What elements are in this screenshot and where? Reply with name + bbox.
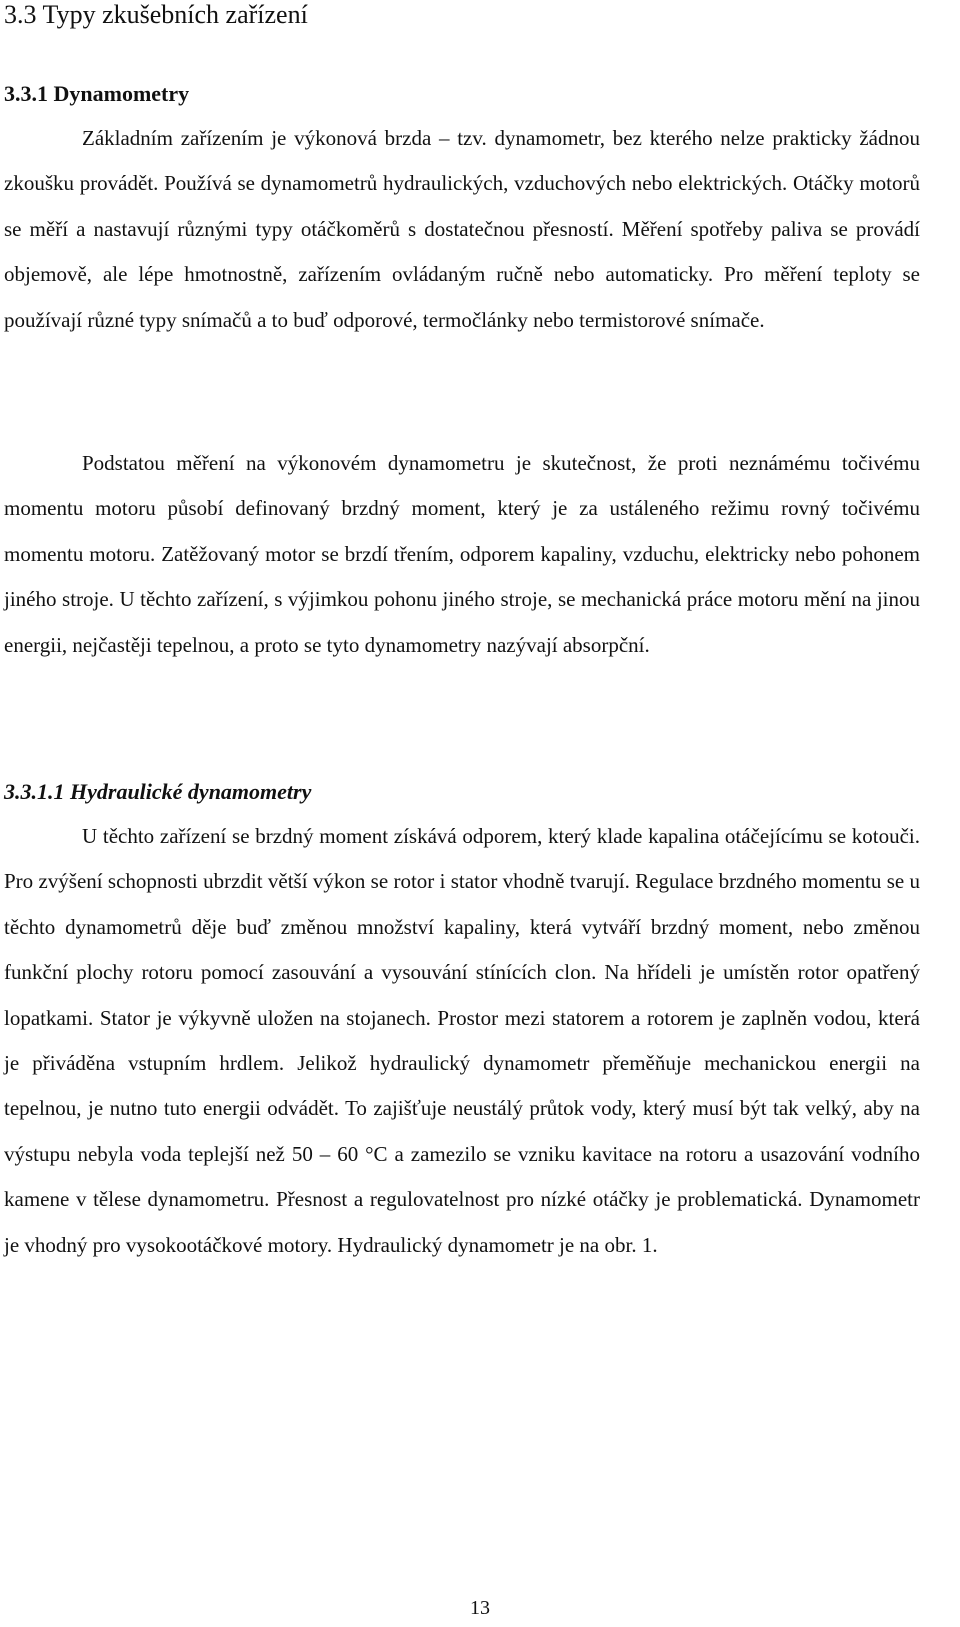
- page-number: 13: [470, 1597, 490, 1619]
- section-heading: 3.3 Typy zkušebních zařízení: [4, 0, 308, 29]
- paragraph-hydraulic-dynamometers: U těchto zařízení se brzdný moment získává odporem, který klade kapalina otáčejícímu se kotouči. Pro zvýšení schopnosti ubrzdit větší výkon se rotor i stator vhodně tvarují. Regulace brzdného momentu se u těchto dynamometrů děje buď změnou množství kapaliny, která vytváří brzdný moment, nebo změnou funkční plochy rotoru pomocí zasouvání a vysouvání stínících clon. Na hřídeli je umístěn rotor opatřený lopatkami. Stator je výkyvně uložen na stojanech. Prostor mezi statorem a rotorem je zaplněn vodou, která je přiváděna vstupním hrdlem. Jelikož hydraulický dynamometr přeměňuje mechanickou energii na tepelnou, je nutno tuto energii odvádět. To zajišťuje neustálý průtok vody, který musí být tak velký, aby na výstupu nebyla voda teplejší než 50 – 60 °C a zamezilo se vzniku kavitace na rotoru a usazování vodního kamene v tělese dynamometru. Přesnost a regulovatelnost pro nízké otáčky je problematická. Dynamometr je vhodný pro vysokootáčkové motory. Hydraulický dynamometr je na obr. 1.: [4, 824, 920, 1257]
- subsection-heading: 3.3.1 Dynamometry: [4, 81, 190, 106]
- paragraph-measurement-principle: Podstatou měření na výkonovém dynamometru je skutečnost, že proti neznámému točivému momentu motoru působí definovaný brzdný moment, který je za ustáleného režimu rovný točivému momentu motoru. Zatěžovaný motor se brzdí třením, odporem kapaliny, vzduchu, elektricky nebo pohonem jiného stroje. U těchto zařízení, s výjimkou pohonu jiného stroje, se mechanická práce motoru mění na jinou energii, nejčastěji tepelnou, a proto se tyto dynamometry nazývají absorpční.: [4, 451, 920, 657]
- paragraph-dynamometers-intro: Základním zařízením je výkonová brzda – tzv. dynamometr, bez kterého nelze prakticky žádnou zkoušku provádět. Používá se dynamometrů hydraulických, vzduchových nebo elektrických. Otáčky motorů se měří a nastavují různými typy otáčkoměrů s dostatečnou přesností. Měření spotřeby paliva se provádí objemově, ale lépe hmotnostně, zařízením ovládaným ručně nebo automaticky. Pro měření teploty se používají různé typy snímačů a to buď odporové, termočlánky nebo termistorové snímače.: [4, 126, 920, 332]
- subsubsection-heading: 3.3.1.1 Hydraulické dynamometry: [4, 779, 312, 804]
